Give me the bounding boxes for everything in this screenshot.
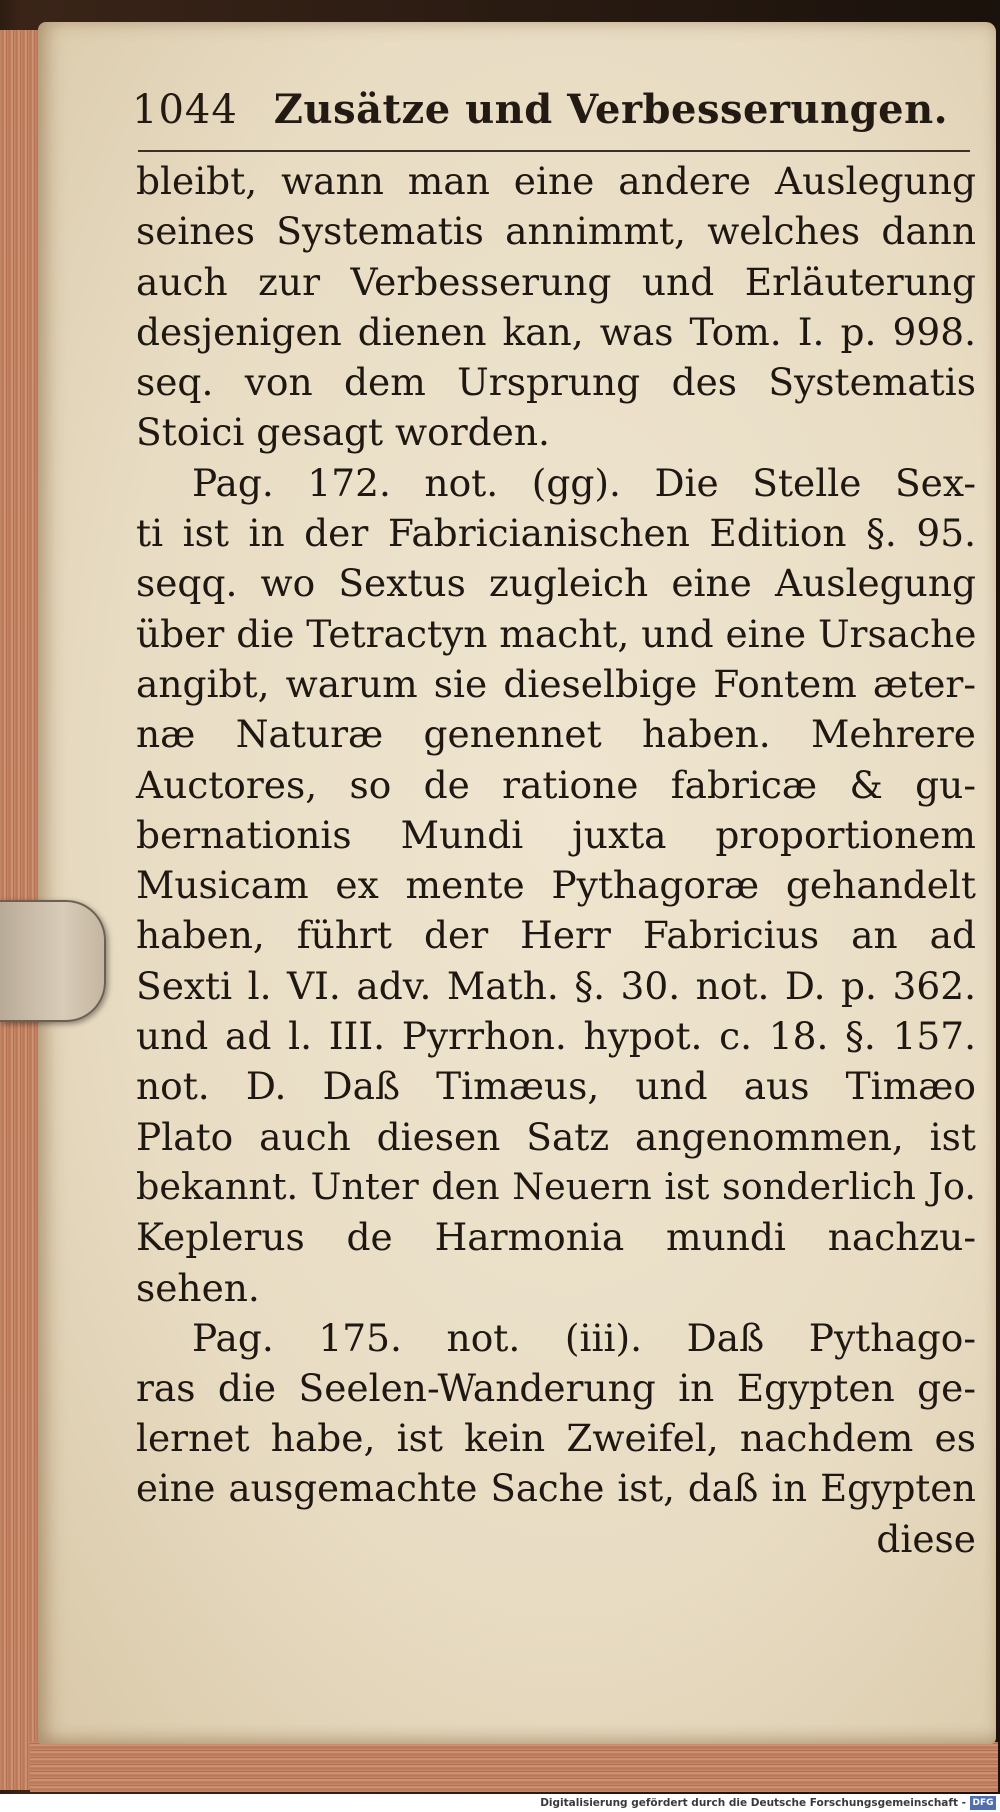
text-line: Sexti l. VI. adv. Math. §. 30. not. D. p. 362. bbox=[136, 963, 976, 1008]
catchword: diese bbox=[876, 1517, 976, 1562]
running-head: Zusätze und Verbesserungen. bbox=[273, 86, 949, 133]
text-line: über die Tetractyn macht, und eine Ursache bbox=[136, 611, 977, 656]
text-line: seines Systematis annimmt, welches dann bbox=[136, 209, 976, 254]
text-line: Stoici gesagt worden. bbox=[136, 410, 550, 455]
text-line: ras die Seelen-Wanderung in Egypten ge- bbox=[136, 1366, 976, 1411]
text-line: Musicam ex mente Pythagoræ gehandelt bbox=[136, 863, 976, 908]
text-line: lernet habe, ist kein Zweifel, nachdem es bbox=[136, 1416, 976, 1461]
text-line: haben, führt der Herr Fabricius an ad bbox=[136, 913, 976, 958]
dfg-logo: DFG bbox=[970, 1796, 996, 1810]
page-header bbox=[132, 86, 972, 156]
text-line: næ Naturæ genennet haben. Mehrere bbox=[136, 712, 976, 757]
text-line: Pag. 175. not. (iii). Daß Pythago- bbox=[192, 1315, 976, 1360]
text-line: auch zur Verbesserung und Erläuterung bbox=[136, 259, 976, 304]
text-line: eine ausgemachte Sache ist, daß in Egypten bbox=[136, 1466, 976, 1510]
text-line: sehen. bbox=[136, 1265, 260, 1310]
text-line: Pag. 172. not. (gg). Die Stelle Sex- bbox=[192, 460, 976, 505]
text-line: bekannt. Unter den Neuern ist sonderlich Jo. bbox=[136, 1164, 976, 1208]
text-line: Auctores, so de ratione fabricæ & gu- bbox=[136, 762, 976, 807]
text-line: bleibt, wann man eine andere Auslegung bbox=[136, 159, 976, 203]
text-line: seqq. wo Sextus zugleich eine Auslegung bbox=[136, 561, 976, 606]
page-edges-bottom bbox=[30, 1742, 998, 1792]
text-line: Plato auch diesen Satz angenommen, ist bbox=[136, 1114, 976, 1159]
text-line: not. D. Daß Timæus, und aus Timæo bbox=[136, 1064, 976, 1109]
text-line: desjenigen dienen kan, was Tom. I. p. 998. bbox=[136, 309, 976, 354]
text-line: bernationis Mundi juxta proportionem bbox=[136, 812, 976, 857]
text-line: angibt, warum sie dieselbige Fontem æter- bbox=[136, 661, 976, 706]
body-text bbox=[136, 156, 976, 1564]
text-line: seq. von dem Ursprung des Systematis bbox=[136, 360, 976, 405]
bookmark-clip bbox=[0, 900, 106, 1022]
header-rule bbox=[138, 150, 970, 152]
page-number: 1044 bbox=[132, 87, 238, 133]
text-line: Keplerus de Harmonia mundi nachzu- bbox=[136, 1215, 976, 1260]
funding-credit: Digitalisierung gefördert durch die Deutsche Forschungsgemeinschaft - bbox=[540, 1797, 966, 1809]
text-line: ti ist in der Fabricianischen Edition §. 95. bbox=[136, 511, 976, 556]
text-line: und ad l. III. Pyrrhon. hypot. c. 18. §. 157. bbox=[136, 1014, 976, 1059]
